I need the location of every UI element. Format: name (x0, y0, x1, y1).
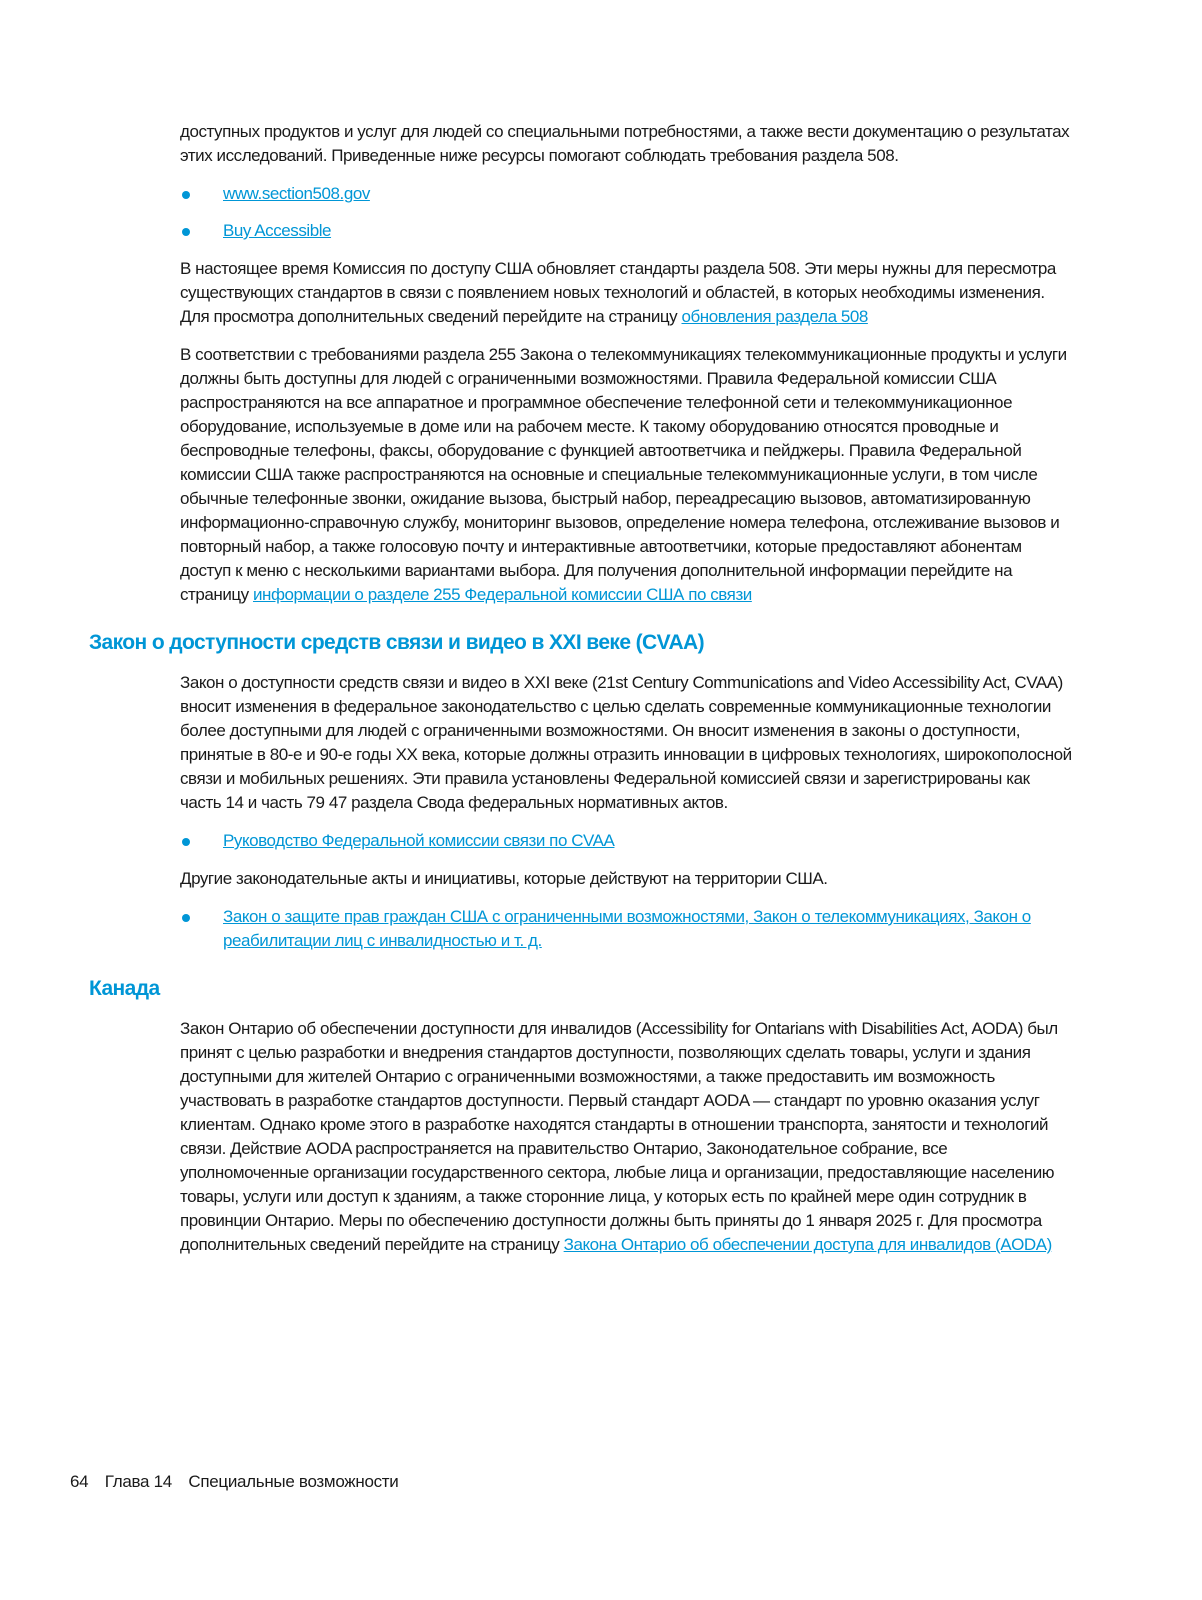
section508-update-link[interactable]: обновления раздела 508 (681, 307, 868, 326)
list-item (180, 905, 1075, 953)
section-heading-cvaa: Закон о доступности средств связи и видео в XXI веке (CVAA) (89, 631, 704, 654)
paragraph (180, 257, 1075, 329)
paragraph (180, 1017, 1075, 1257)
link-list (180, 829, 1075, 853)
paragraph-text: Закон Онтарио об обеспечении доступности для инвалидов (Accessibility for Ontarians with Disabilities Act, AODA) был принят с целью разработки и внедрения стандартов доступности, позволяющих сделать товары, услуги и здания доступными для жителей Онтарио с ограниченными возможностями, а также предоставить им возможность участвовать в разработке стандартов доступности. Первый стандарт AODA — стандарт по уровню оказания услуг клиентам. Однако кроме этого в разработке находятся стандарты в отношении транспорта, занятости и технологий связи. Действие AODA распространяется на правительство Онтарио, Законодательное собрание, все уполномоченные организации государственного сектора, любые лица и организации, предоставляющие населению товары, услуги или доступ к зданиям, а также сторонние лица, у которых есть по крайней мере один сотрудник в провинции Онтарио. Меры по обеспечению доступности должны быть приняты до 1 января 2025 г. Для просмотра дополнительных сведений перейдите на страницу (180, 1019, 1058, 1254)
page-content (89, 120, 1075, 1271)
buy-accessible-link[interactable]: Buy Accessible (223, 221, 332, 240)
fcc-255-link[interactable]: информации о разделе 255 Федеральной комиссии США по связи (253, 585, 752, 604)
section508-link[interactable]: www.section508.gov (223, 184, 370, 203)
list-item (180, 829, 1075, 853)
paragraph-text: В соответствии с требованиями раздела 255 Закона о телекоммуникациях телекоммуникационные продукты и услуги должны быть доступны для людей с ограниченными возможностями. Правила Федеральной комиссии США распространяются на все аппаратное и программное обеспечение телефонной сети и телекоммуникационное оборудование, используемые в доме или на рабочем месте. К такому оборудованию относятся проводные и беспроводные телефоны, факсы, оборудование с функцией автоответчика и пейджеры. Правила Федеральной комиссии США также распространяются на основные и специальные телекоммуникационные услуги, в том числе обычные телефонные звонки, ожидание вызова, быстрый набор, переадресацию вызовов, автоматизированную информационно-справочную службу, мониторинг вызовов, определение номера телефона, отслеживание вызовов и повторный набор, а также голосовую почту и интерактивные автоответчики, которые предоставляют абонентам доступ к меню с несколькими вариантами выбора. Для получения дополнительной информации перейдите на страницу (180, 345, 1067, 604)
bullet-icon (182, 838, 190, 846)
section-heading-canada: Канада (89, 977, 160, 1000)
other-laws-link[interactable]: Закон о защите прав граждан США с ограниченными возможностями, Закон о телекоммуникациях, Закон о реабилитации лиц с инвалидностью и т. д. (223, 907, 1031, 950)
page-footer (70, 1472, 410, 1492)
list-item (180, 219, 1075, 243)
paragraph-text: В настоящее время Комиссия по доступу США обновляет стандарты раздела 508. Эти меры нужны для пересмотра существующих стандартов в связи с появлением новых технологий и областей, в которых необходимы изменения. Для просмотра дополнительных сведений перейдите на страницу (180, 259, 1056, 326)
chapter-label: Глава 14 (104, 1472, 172, 1491)
paragraph (180, 343, 1075, 607)
paragraph: Закон о доступности средств связи и видео в XXI веке (21st Century Communications and Video Accessibility Act, CVAA) вносит изменения в федеральное законодательство с целью сделать современные коммуникационные технологии более доступными для людей с ограниченными возможностями. Он вносит изменения в законы о доступности, принятые в 80-е и 90-е годы XX века, которые должны отразить инновации в цифровых технологиях, широкополосной связи и мобильных решениях. Эти правила установлены Федеральной комиссией связи и зарегистрированы как часть 14 и часть 79 47 раздела Свода федеральных нормативных актов. (180, 673, 1072, 812)
paragraph: доступных продуктов и услуг для людей со специальными потребностями, а также вести документацию о результатах этих исследований. Приведенные ниже ресурсы помогают соблюдать требования раздела 508. (180, 122, 1070, 165)
paragraph: Другие законодательные акты и инициативы, которые действуют на территории США. (180, 869, 828, 888)
bullet-icon (182, 228, 190, 236)
list-item (180, 182, 1075, 206)
aoda-link[interactable]: Закона Онтарио об обеспечении доступа для инвалидов (AODA) (563, 1235, 1052, 1254)
link-list (180, 182, 1075, 243)
chapter-title: Специальные возможности (188, 1472, 399, 1491)
bullet-icon (182, 914, 190, 922)
link-list (180, 905, 1075, 953)
cvaa-guide-link[interactable]: Руководство Федеральной комиссии связи по CVAA (223, 831, 615, 850)
page-number: 64 (70, 1472, 89, 1491)
bullet-icon (182, 191, 190, 199)
